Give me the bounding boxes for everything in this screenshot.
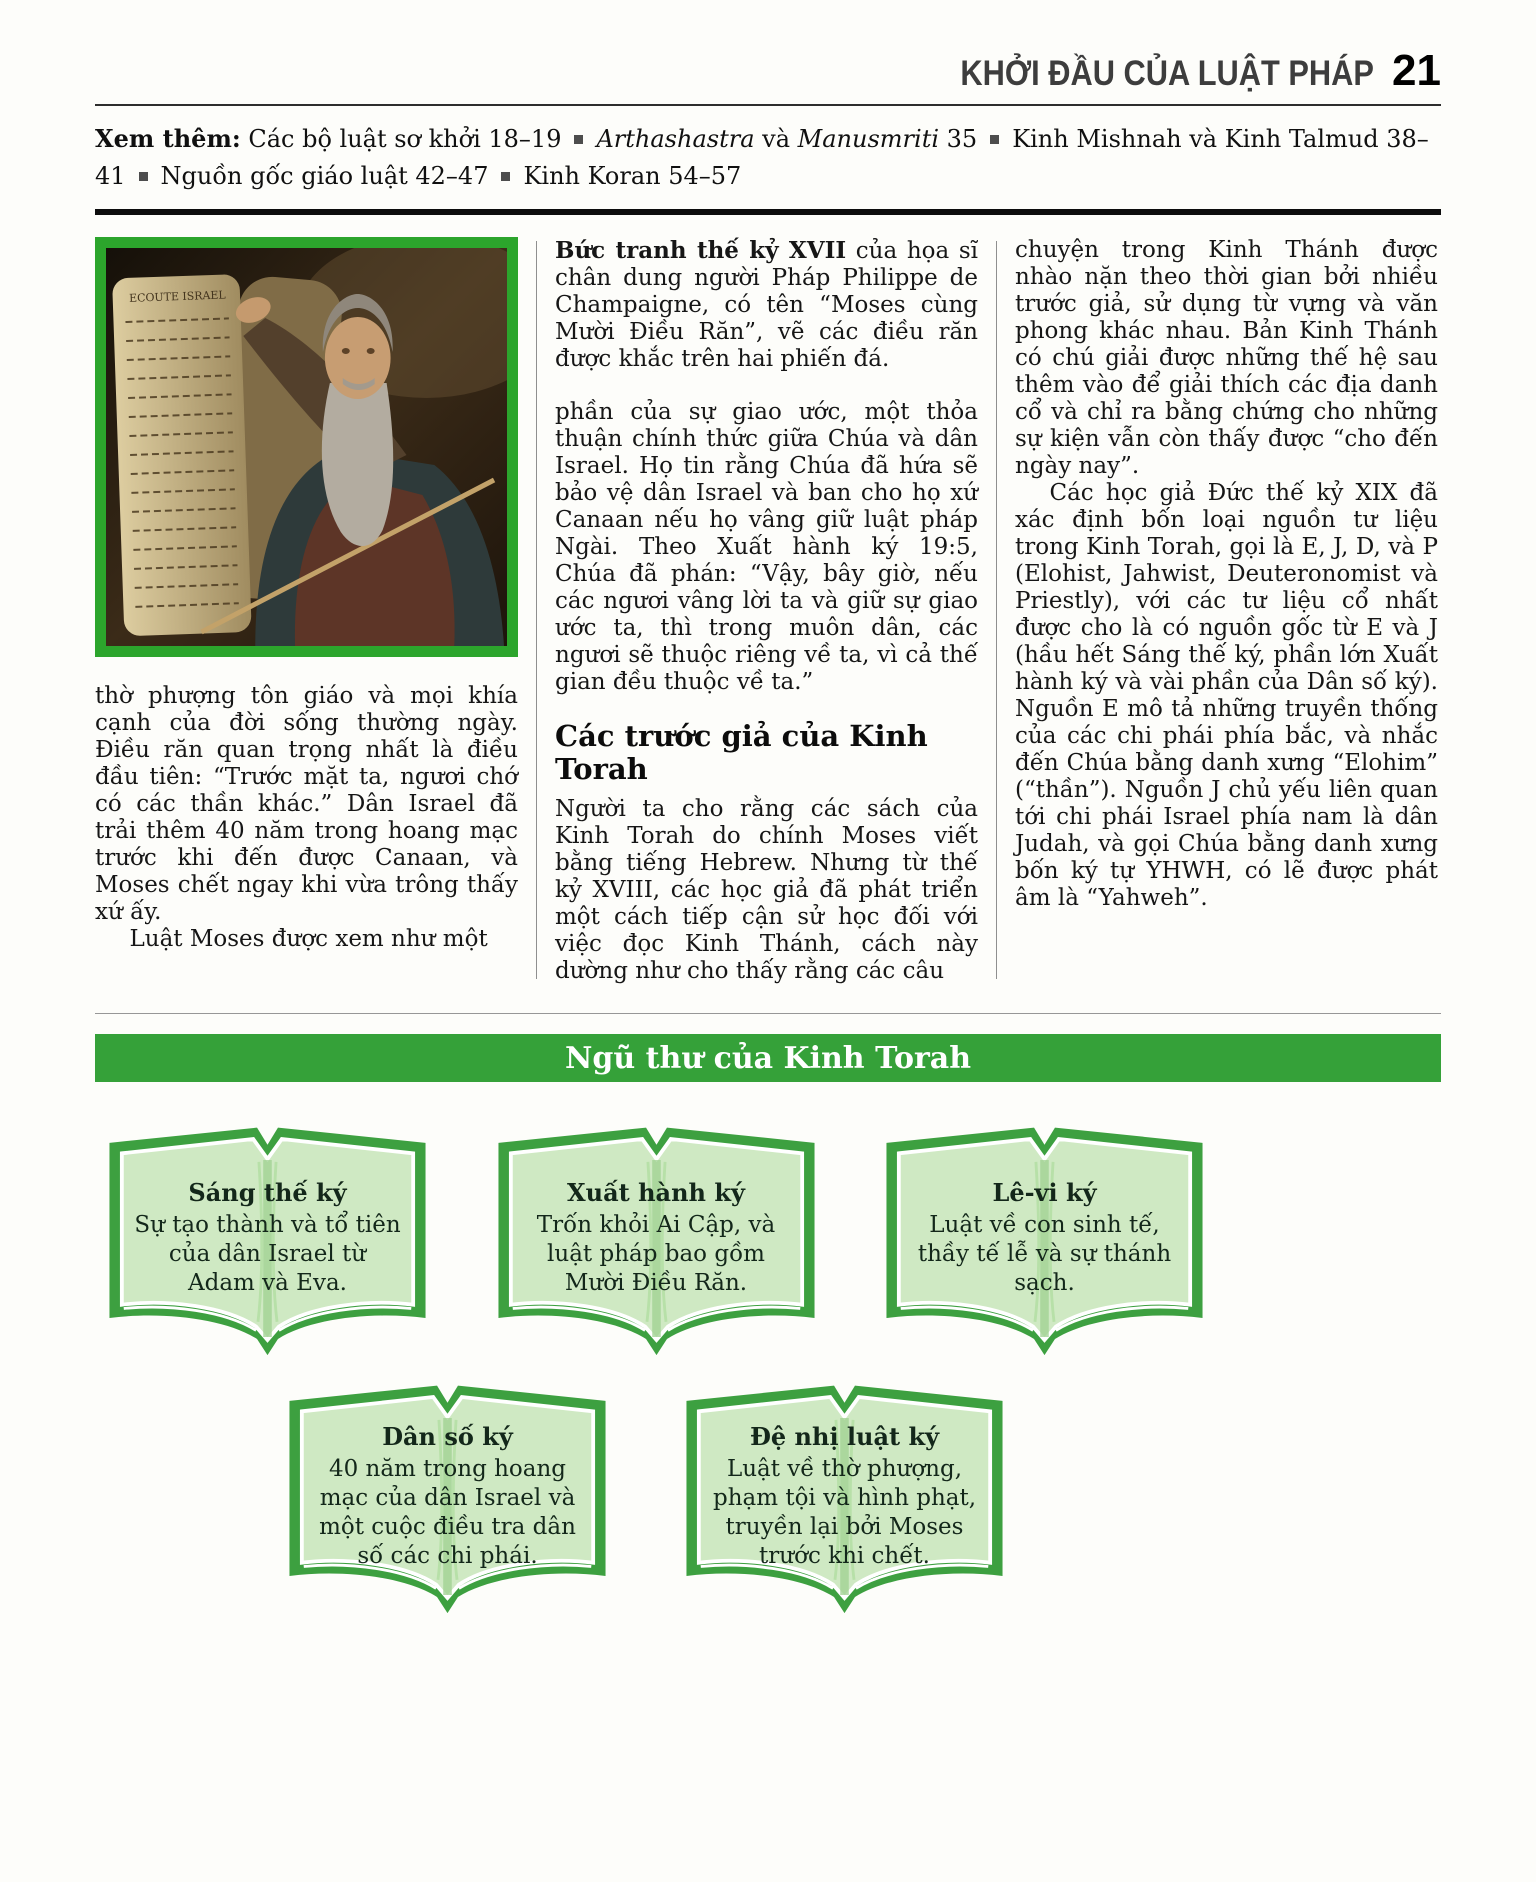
column-3 [1015, 237, 1438, 985]
see-also-italic-title: Manusmriti [797, 125, 940, 153]
see-also-label: Xem thêm: [95, 124, 241, 153]
eye [367, 348, 375, 354]
section-rule [95, 209, 1441, 215]
body-paragraph: Luật Moses được xem như một [129, 926, 488, 952]
panel-banner [95, 1034, 1441, 1082]
bullet-icon [990, 135, 999, 144]
bullet-icon [574, 135, 583, 144]
book-description: Trốn khỏi Ai Cập, và luật pháp bao gồm Mười Điều Răn. [536, 1212, 776, 1296]
image-caption [555, 237, 978, 373]
book-title: Lê-vi ký [992, 1178, 1097, 1207]
book-title: Dân số ký [382, 1422, 513, 1451]
book-title: Xuất hành ký [567, 1178, 745, 1207]
body-paragraph: phần của sự giao ước, một thỏa thuận chính thức giữa Chúa và dân Israel. Họ tin rằng Chúa đã hứa sẽ bảo vệ dân Israel và ban cho họ xứ Canaan nếu họ vâng giữ luật pháp Ngài. Theo Xuất hành ký 19:5, Chúa đã phán: “Vậy, bây giờ, nếu các ngươi vâng lời ta và giữ sự giao ước ta, thì trong muôn dân, các ngươi sẽ thuộc riêng về ta, vì cả thế gian đều thuộc về ta.” [555, 399, 978, 695]
page-number: 21 [1392, 46, 1441, 95]
see-also-item: Kinh Mishnah và Kinh Talmud 38–41 [95, 125, 1429, 190]
panel-top-rule [95, 1013, 1441, 1014]
torah-book-exodus [484, 1120, 829, 1358]
stone-tablet [112, 274, 252, 636]
page-header [95, 0, 1441, 96]
books-row-1 [95, 1120, 1217, 1358]
tablet-heading-text: ECOUTE ISRAEL [128, 288, 226, 305]
section-heading: Các trước giả của Kinh Torah [555, 719, 928, 786]
book-text [313, 1422, 582, 1571]
see-also-line [95, 120, 1441, 195]
book-text [710, 1422, 979, 1571]
body-paragraph: Người ta cho rằng các sách của Kinh Torah do chính Moses viết bằng tiếng Hebrew. Nhưng từ thế kỷ XVIII, các học giả đã phát triển một cách tiếp cận sử học đối với việc đọc Kinh Thánh, cách này dường như cho thấy rằng các câu [555, 796, 978, 984]
moses-painting-frame [95, 237, 518, 657]
see-also-text: và [762, 125, 791, 153]
book-title: Đệ nhị luật ký [749, 1422, 940, 1451]
see-also-item: Các bộ luật sơ khởi 18–19 [248, 125, 562, 153]
body-paragraph: thờ phượng tôn giáo và mọi khía cạnh của đời sống thường ngày. Điều răn quan trọng nhất là điều đầu tiên: “Trước mặt ta, ngươi chớ có các thần khác.” Dân Israel đã trải thêm 40 năm trong hoang mạc trước khi đến được Canaan, và Moses chết ngay khi vừa trông thấy xứ ấy. [95, 683, 518, 925]
torah-book-numbers [275, 1378, 620, 1616]
body-paragraph: Các học giả Đức thế kỷ XIX đã xác định bốn loại nguồn tư liệu trong Kinh Torah, gọi là E, J, D, và P (Elohist, Jahwist, Deuteronomist và Priestly), với các tư liệu cổ nhất được cho là có nguồn gốc từ E và J (hầu hết Sáng thế ký, phần lớn Xuất hành ký và vài phần của Dân số ký). Nguồn E mô tả những truyền thống của các chi phái phía bắc, và nhắc đến Chúa bằng danh xưng “Elohim” (“thần”). Nguồn J chủ yếu liên quan tới chi phái Israel phía nam là dân Judah, và gọi Chúa bằng danh xưng bốn ký tự YHWH, có lẽ được phát âm là “Yahweh”. [1015, 480, 1438, 911]
bullet-icon [501, 172, 510, 181]
book-description: 40 năm trong hoang mạc của dân Israel và một cuộc điều tra dân số các chi phái. [319, 1456, 576, 1569]
caption-lead: Bức tranh thế kỷ XVII [555, 237, 847, 264]
torah-book-leviticus [872, 1120, 1217, 1358]
article-columns [95, 237, 1441, 985]
body-paragraph: chuyện trong Kinh Thánh được nhào nặn theo thời gian bởi nhiều trước giả, sử dụng từ vựng và văn phong khác nhau. Bản Kinh Thánh có chú giải được những thế hệ sau thêm vào để giải thích các địa danh cổ và chỉ ra bằng chứng cho những sự kiện vẫn còn thấy được “cho đến ngày nay”. [1015, 237, 1438, 479]
see-also-item: Nguồn gốc giáo luật 42–47 [160, 162, 489, 190]
torah-book-genesis [95, 1120, 440, 1358]
column-1 [95, 237, 518, 985]
book-description: Luật về thờ phượng, phạm tội và hình phạt, truyền lại bởi Moses trước khi chết. [712, 1456, 977, 1569]
book-text [133, 1178, 402, 1298]
torah-book-deuteronomy [672, 1378, 1017, 1616]
book-description: Luật về con sinh tế, thầy tế lễ và sự thánh sạch. [917, 1212, 1172, 1296]
panel-title: Ngũ thư của Kinh Torah [564, 1040, 972, 1076]
column-divider [996, 241, 997, 979]
column-divider [536, 241, 537, 979]
see-also-item [596, 125, 977, 153]
book-description: Sự tạo thành và tổ tiên của dân Israel từ Adam và Eva. [134, 1212, 401, 1296]
bullet-icon [139, 172, 148, 181]
see-also-item: Kinh Koran 54–57 [523, 162, 742, 190]
moses-painting [106, 248, 507, 646]
eye [342, 348, 350, 354]
torah-panel [95, 1034, 1441, 1616]
book-text [910, 1178, 1179, 1298]
caption-rest: của họa sĩ chân dung người Pháp Philippe de Champaigne, có tên “Moses cùng Mười Điều Răn”, vẽ các điều răn được khắc trên hai phiến đá. [555, 238, 979, 372]
book-text [522, 1178, 791, 1298]
books-row-2 [275, 1378, 1441, 1616]
see-also-pages: 35 [946, 125, 978, 153]
column-2 [555, 237, 978, 985]
chapter-title: KHỞI ĐẦU CỦA LUẬT PHÁP [960, 54, 1375, 93]
see-also-italic-title: Arthashastra [596, 125, 755, 153]
book-title: Sáng thế ký [188, 1178, 347, 1207]
header-rule [95, 104, 1441, 106]
